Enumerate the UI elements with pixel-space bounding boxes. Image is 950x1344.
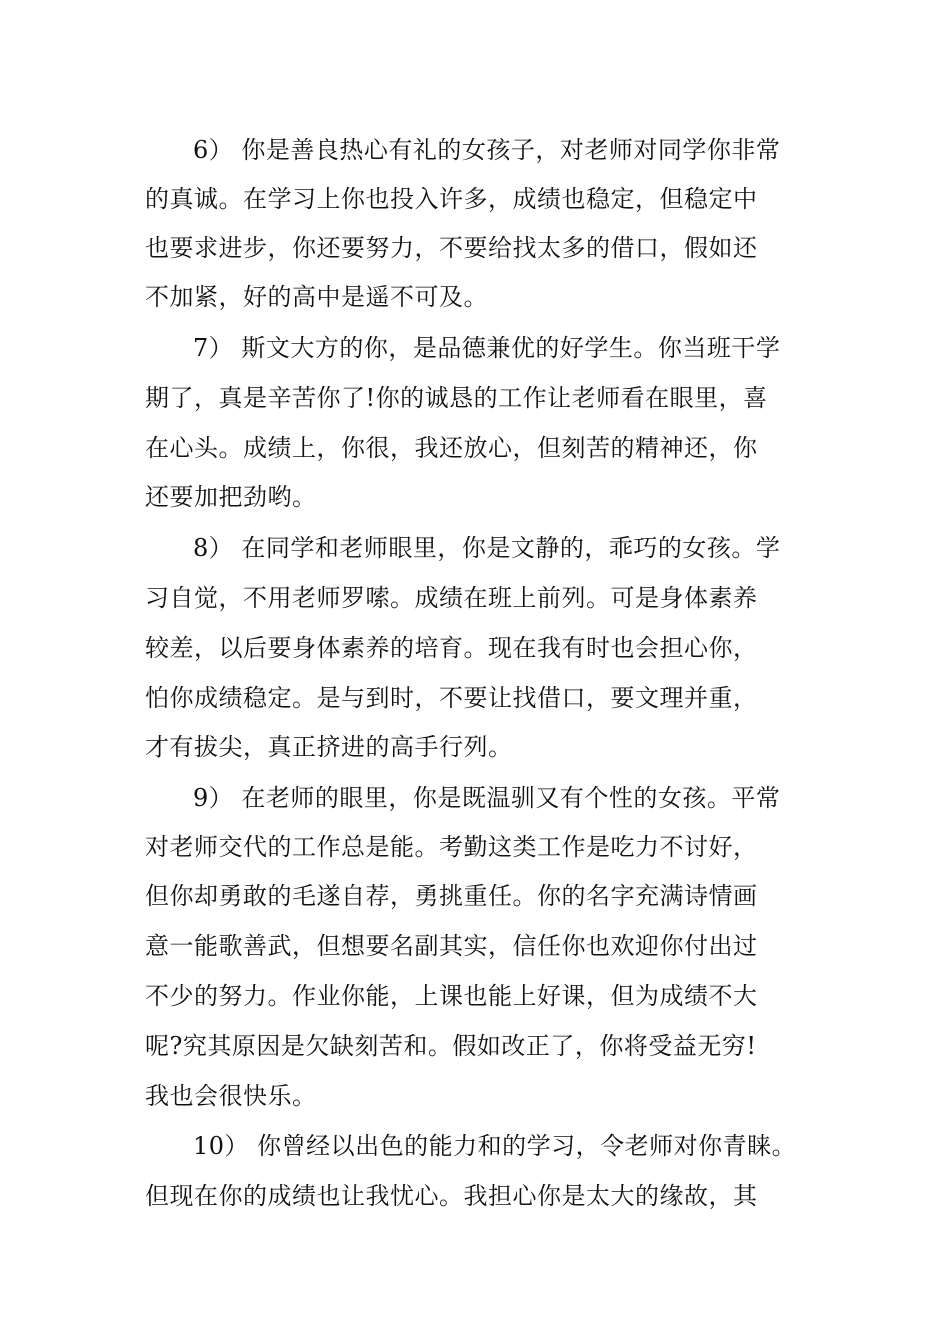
paragraph-6-line-2: 的真诚。在学习上你也投入许多，成绩也稳定，但稳定中 bbox=[145, 185, 758, 213]
paragraph-7-line-4: 还要加把劲哟。 bbox=[145, 483, 317, 511]
paragraph-7-line-3: 在心头。成绩上，你很，我还放心，但刻苦的精神还，你 bbox=[145, 434, 758, 462]
paragraph-10-line-2: 但现在你的成绩也让我忧心。我担心你是太大的缘故，其 bbox=[145, 1182, 758, 1210]
paragraph-7-line-2: 期了，真是辛苦你了!你的诚恳的工作让老师看在眼里，喜 bbox=[145, 384, 768, 412]
paragraph-9-line-6: 呢?究其原因是欠缺刻苦和。假如改正了，你将受益无穷! bbox=[145, 1032, 757, 1060]
paragraph-8-line-2: 习自觉，不用老师罗嗦。成绩在班上前列。可是身体素养 bbox=[145, 584, 758, 612]
paragraph-9-line-3: 但你却勇敢的毛遂自荐，勇挑重任。你的名字充满诗情画 bbox=[145, 882, 758, 910]
paragraph-6-line-1: 6） 你是善良热心有礼的女孩子，对老师对同学你非常 bbox=[193, 136, 781, 164]
paragraph-9-line-2: 对老师交代的工作总是能。考勤这类工作是吃力不讨好， bbox=[145, 833, 758, 861]
paragraph-9-line-7: 我也会很快乐。 bbox=[145, 1082, 317, 1110]
paragraph-7-line-1: 7） 斯文大方的你，是品德兼优的好学生。你当班干学 bbox=[193, 334, 781, 362]
paragraph-8-line-3: 较差，以后要身体素养的培育。现在我有时也会担心你， bbox=[145, 634, 758, 662]
paragraph-9-line-1: 9） 在老师的眼里，你是既温驯又有个性的女孩。平常 bbox=[193, 784, 781, 812]
paragraph-6-line-4: 不加紧，好的高中是遥不可及。 bbox=[145, 283, 488, 311]
paragraph-8-line-5: 才有拔尖，真正挤进的高手行列。 bbox=[145, 733, 513, 761]
paragraph-9-line-5: 不少的努力。作业你能，上课也能上好课，但为成绩不大 bbox=[145, 982, 758, 1010]
paragraph-10-line-1: 10） 你曾经以出色的能力和的学习，令老师对你青睐。 bbox=[193, 1132, 797, 1160]
paragraph-8-line-4: 怕你成绩稳定。是与到时，不要让找借口，要文理并重， bbox=[145, 684, 758, 712]
paragraph-8-line-1: 8） 在同学和老师眼里，你是文静的，乖巧的女孩。学 bbox=[193, 534, 781, 562]
paragraph-9-line-4: 意一能歌善武，但想要名副其实，信任你也欢迎你付出过 bbox=[145, 932, 758, 960]
paragraph-6-line-3: 也要求进步，你还要努力，不要给找太多的借口，假如还 bbox=[145, 234, 758, 262]
